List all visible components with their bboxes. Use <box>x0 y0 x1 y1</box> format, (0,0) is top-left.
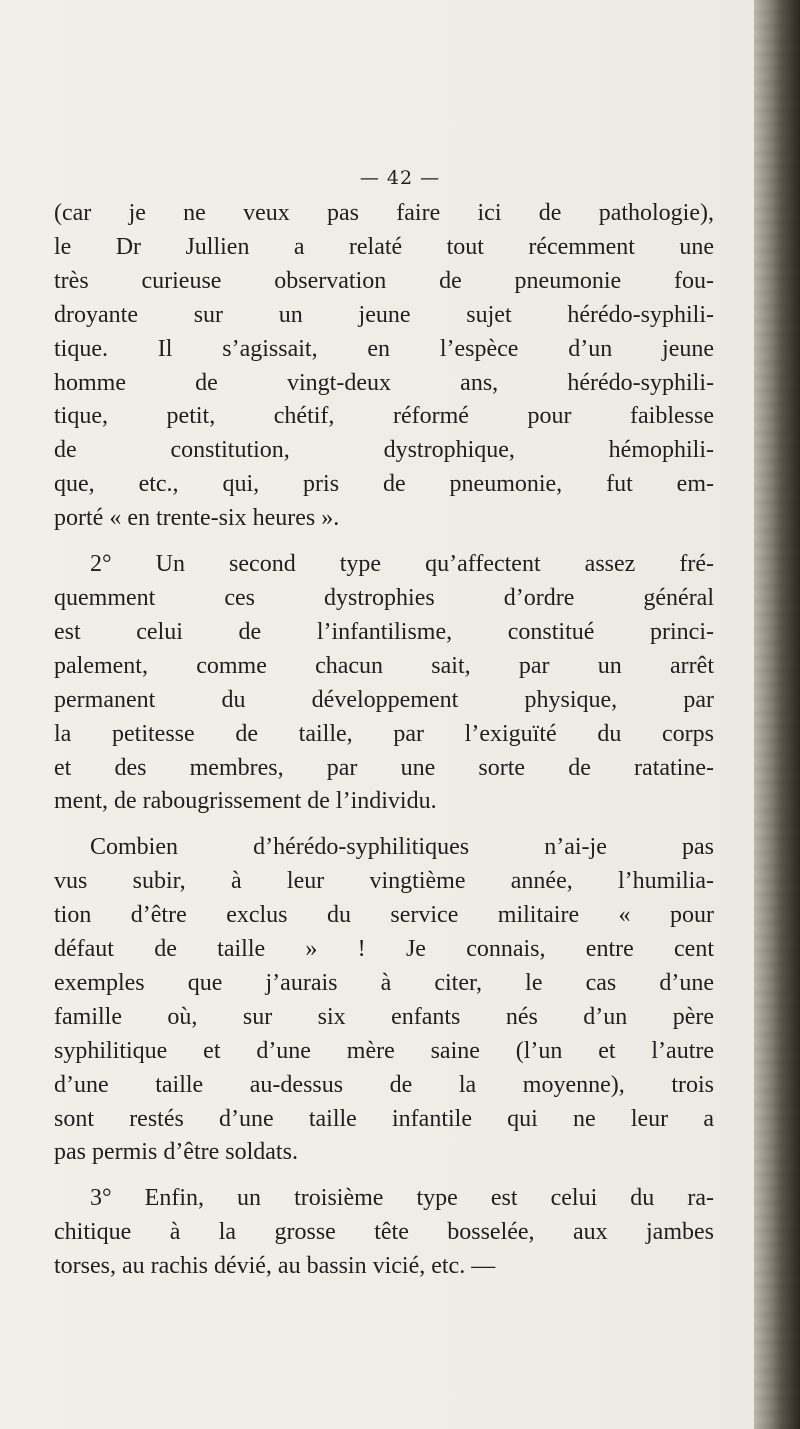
text-line: tion d’être exclus du service militaire « pour <box>54 902 714 929</box>
text-line: 3° Enfin, un troisième type est celui du ra- <box>90 1185 714 1212</box>
page-number: — 42 — <box>359 167 441 189</box>
text-line: droyante sur un jeune sujet hérédo-syphili- <box>54 301 714 328</box>
text-line: que, etc., qui, pris de pneumonie, fut em- <box>54 471 714 498</box>
paragraph-3 <box>54 831 714 1170</box>
text-line: famille où, sur six enfants nés d’un père <box>54 1003 714 1030</box>
body-text <box>54 197 714 1284</box>
text-line: syphilitique et d’une mère saine (l’un et l’autre <box>54 1037 714 1064</box>
text-line: quemment ces dystrophies d’ordre général <box>54 584 714 611</box>
text-line: tique. Il s’agissait, en l’espèce d’un jeune <box>54 335 714 362</box>
text-line: exemples que j’aurais à citer, le cas d’une <box>54 969 714 996</box>
text-line: porté « en trente-six heures ». <box>54 505 340 532</box>
text-line: d’une taille au-dessus de la moyenne), trois <box>54 1071 714 1098</box>
text-line: ment, de rabougrissement de l’individu. <box>54 788 437 815</box>
text-line: est celui de l’infantilisme, constitué princi- <box>54 618 714 645</box>
text-line: torses, au rachis dévié, au bassin vicié, etc. — <box>54 1253 496 1280</box>
page-edge-shadow <box>754 0 800 1429</box>
text-line: pas permis d’être soldats. <box>54 1139 298 1166</box>
text-line: tique, petit, chétif, réformé pour faiblesse <box>54 403 714 430</box>
text-line: palement, comme chacun sait, par un arrêt <box>54 652 714 679</box>
text-line: 2° Un second type qu’affectent assez fré- <box>90 551 714 578</box>
text-line: de constitution, dystrophique, hémophili- <box>54 437 714 464</box>
text-line: la petitesse de taille, par l’exiguïté du corps <box>54 720 714 747</box>
paragraph-1 <box>54 197 714 536</box>
text-line: très curieuse observation de pneumonie fou- <box>54 267 714 294</box>
text-line: sont restés d’une taille infantile qui ne leur a <box>54 1105 714 1132</box>
text-line: permanent du développement physique, par <box>54 686 714 713</box>
paragraph-2 <box>54 548 714 819</box>
text-line: homme de vingt-deux ans, hérédo-syphili- <box>54 369 714 396</box>
text-line: défaut de taille » ! Je connais, entre cent <box>54 936 714 963</box>
text-line: et des membres, par une sorte de ratatine- <box>54 754 714 781</box>
text-line: le Dr Jullien a relaté tout récemment une <box>54 233 714 260</box>
text-line: chitique à la grosse tête bosselée, aux jambes <box>54 1219 714 1246</box>
text-line: vus subir, à leur vingtième année, l’humilia- <box>54 868 714 895</box>
text-line: Combien d’hérédo-syphilitiques n’ai-je pas <box>90 834 714 861</box>
text-line: (car je ne veux pas faire ici de pathologie), <box>54 200 714 226</box>
paragraph-4 <box>54 1182 714 1284</box>
